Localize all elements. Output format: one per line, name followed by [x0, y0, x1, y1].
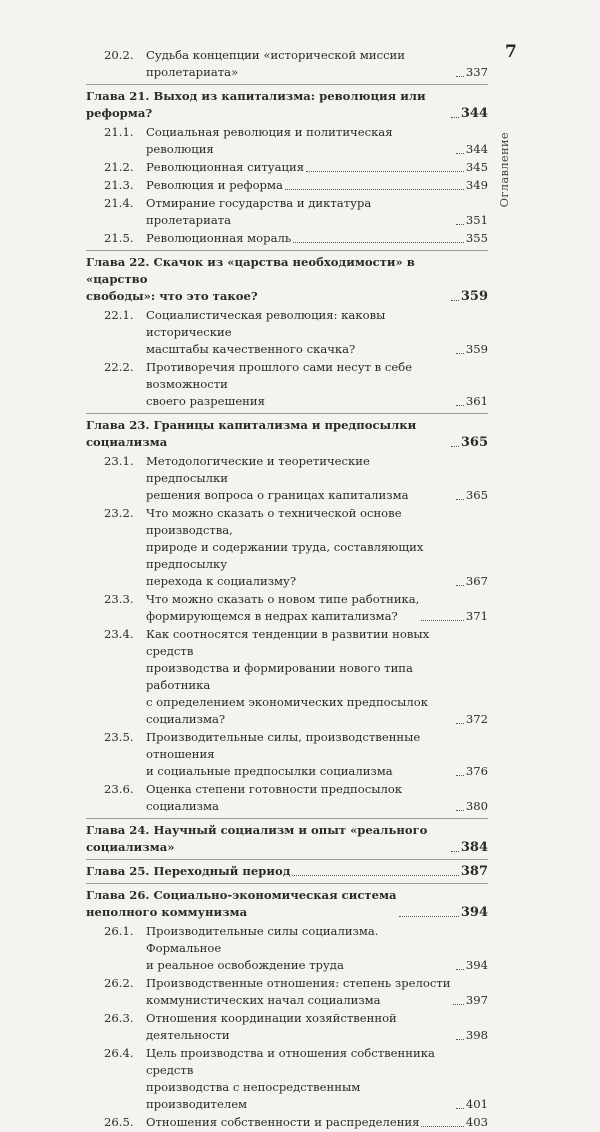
entry-page-number: 384 [460, 840, 488, 855]
entry-page-number: 344 [465, 142, 488, 156]
dot-leader [285, 189, 464, 190]
toc-section-entry[interactable] [86, 626, 488, 728]
dot-leader [451, 446, 459, 447]
entry-page-number: 401 [465, 1097, 488, 1111]
toc-section-entry[interactable] [86, 359, 488, 410]
entry-title: Отношения собственности и распределения [146, 1115, 420, 1129]
dot-leader [399, 916, 459, 917]
section-number: 23.4. [104, 627, 134, 641]
toc-divider [86, 859, 488, 860]
toc-section-entry[interactable] [86, 159, 488, 176]
dot-leader [451, 300, 459, 301]
dot-leader [456, 353, 464, 354]
entry-title: Производственные отношения: степень зрелости коммунистических начал социализма [146, 976, 451, 1007]
dot-leader [306, 171, 464, 172]
toc-section-entry[interactable] [86, 591, 488, 625]
toc-divider [86, 883, 488, 884]
entry-title: Глава 24. Научный социализм и опыт «реального социализма» [86, 823, 428, 854]
dot-leader [456, 153, 464, 154]
entry-page-number: 397 [465, 993, 488, 1007]
entry-title: Как соотносятся тенденции в развитии новых средств производства и формировании нового типа работника с определением экономических предпосылок социализма? [146, 627, 430, 726]
section-number: 26.2. [104, 976, 134, 990]
entry-page-number: 344 [460, 106, 488, 121]
entry-page-number: 351 [465, 213, 488, 227]
entry-page-number: 349 [465, 178, 488, 192]
dot-leader [453, 1004, 464, 1005]
toc-section-entry[interactable] [86, 195, 488, 229]
section-number: 26.3. [104, 1011, 134, 1025]
entry-page-number: 398 [465, 1028, 488, 1042]
entry-page-number: 367 [465, 574, 488, 588]
toc-section-entry[interactable] [86, 307, 488, 358]
dot-leader [292, 875, 458, 876]
entry-title: Что можно сказать о новом типе работника, формирующемся в недрах капитализма? [146, 592, 420, 623]
toc-section-entry[interactable] [86, 1114, 488, 1131]
section-number: 26.1. [104, 924, 134, 938]
dot-leader [421, 620, 463, 621]
section-number: 22.2. [104, 360, 134, 374]
toc-chapter-entry[interactable] [86, 417, 488, 451]
section-number: 23.2. [104, 506, 134, 520]
dot-leader [456, 1108, 464, 1109]
entry-title: Революционная мораль [146, 231, 292, 245]
toc-divider [86, 84, 488, 85]
entry-title: Отношения координации хозяйственной деятельности [146, 1011, 397, 1042]
toc-section-entry[interactable] [86, 47, 488, 81]
entry-page-number: 359 [460, 289, 488, 304]
section-number: 23.3. [104, 592, 134, 606]
toc-chapter-entry[interactable] [86, 822, 488, 856]
section-number: 23.5. [104, 730, 134, 744]
entry-title: Оценка степени готовности предпосылок социализма [146, 782, 403, 813]
entry-title: Социальная революция и политическая революция [146, 125, 393, 156]
entry-title: Глава 21. Выход из капитализма: революция или реформа? [86, 89, 426, 120]
section-number: 21.2. [104, 160, 134, 174]
dot-leader [451, 851, 459, 852]
toc-section-entry[interactable] [86, 1045, 488, 1113]
section-number: 21.5. [104, 231, 134, 245]
page-number: 7 [505, 42, 517, 62]
entry-page-number: 365 [460, 435, 488, 450]
running-head: Оглавление [497, 132, 511, 208]
entry-title: Отмирание государства и диктатура пролетариата [146, 196, 372, 227]
dot-leader [293, 242, 464, 243]
section-number: 23.1. [104, 454, 134, 468]
dot-leader [456, 723, 464, 724]
entry-page-number: 376 [465, 764, 488, 778]
entry-page-number: 372 [465, 712, 488, 726]
dot-leader [456, 1039, 464, 1040]
entry-title: Производительные силы социализма. Формальное и реальное освобождение труда [146, 924, 379, 972]
dot-leader [456, 76, 464, 77]
toc-section-entry[interactable] [86, 923, 488, 974]
entry-title: Противоречия прошлого сами несут в себе возможности своего разрешения [146, 360, 413, 408]
section-number: 20.2. [104, 48, 134, 62]
section-number: 26.5. [104, 1115, 134, 1129]
toc-divider [86, 413, 488, 414]
entry-page-number: 380 [465, 799, 488, 813]
toc-chapter-entry[interactable] [86, 88, 488, 122]
entry-page-number: 371 [465, 609, 488, 623]
entry-page-number: 345 [465, 160, 488, 174]
entry-title: Что можно сказать о технической основе производства, природе и содержании труда, составляющих предпосылку перехода к социализму? [146, 506, 424, 588]
toc-section-entry[interactable] [86, 124, 488, 158]
toc-section-entry[interactable] [86, 453, 488, 504]
toc-divider [86, 250, 488, 251]
toc-chapter-entry[interactable] [86, 887, 488, 921]
dot-leader [421, 1126, 463, 1127]
section-number: 21.1. [104, 125, 134, 139]
section-number: 21.4. [104, 196, 134, 210]
entry-page-number: 394 [465, 958, 488, 972]
toc-section-entry[interactable] [86, 1010, 488, 1044]
entry-title: Производительные силы, производственные отношения и социальные предпосылки социализма [146, 730, 421, 778]
dot-leader [456, 969, 464, 970]
toc-section-entry[interactable] [86, 781, 488, 815]
entry-title: Революционная ситуация [146, 160, 305, 174]
table-of-contents [86, 47, 488, 1132]
toc-section-entry[interactable] [86, 230, 488, 247]
toc-divider [86, 818, 488, 819]
toc-chapter-entry[interactable] [86, 863, 488, 880]
entry-title: Социалистическая революция: каковы исторические масштабы качественного скачка? [146, 308, 386, 356]
section-number: 21.3. [104, 178, 134, 192]
entry-page-number: 355 [465, 231, 488, 245]
entry-page-number: 387 [460, 864, 488, 879]
toc-section-entry[interactable] [86, 177, 488, 194]
entry-page-number: 337 [465, 65, 488, 79]
dot-leader [456, 810, 464, 811]
entry-title: Цель производства и отношения собственника средств производства с непосредственным производителем [146, 1046, 435, 1111]
entry-page-number: 359 [465, 342, 488, 356]
section-number: 26.4. [104, 1046, 134, 1060]
entry-title: Глава 22. Скачок из «царства необходимости» в «царство свободы»: что это такое? [86, 255, 415, 303]
section-number: 23.6. [104, 782, 134, 796]
section-number: 22.1. [104, 308, 134, 322]
entry-title: Судьба концепции «исторической миссии пролетариата» [146, 48, 406, 79]
entry-page-number: 365 [465, 488, 488, 502]
dot-leader [456, 224, 464, 225]
entry-title: Революция и реформа [146, 178, 283, 192]
entry-title: Методологические и теоретические предпосылки решения вопроса о границах капитализма [146, 454, 409, 502]
entry-title: Глава 23. Границы капитализма и предпосылки социализма [86, 418, 417, 449]
dot-leader [451, 117, 459, 118]
toc-chapter-entry[interactable] [86, 254, 488, 305]
entry-title: Глава 25. Переходный период [86, 864, 291, 878]
toc-section-entry[interactable] [86, 729, 488, 780]
dot-leader [456, 585, 464, 586]
entry-page-number: 403 [465, 1115, 488, 1129]
entry-title: Глава 26. Социально-экономическая система неполного коммунизма [86, 888, 397, 919]
toc-section-entry[interactable] [86, 975, 488, 1009]
entry-page-number: 361 [465, 394, 488, 408]
dot-leader [456, 405, 464, 406]
dot-leader [456, 775, 464, 776]
entry-page-number: 394 [460, 905, 488, 920]
dot-leader [456, 499, 464, 500]
toc-section-entry[interactable] [86, 505, 488, 590]
